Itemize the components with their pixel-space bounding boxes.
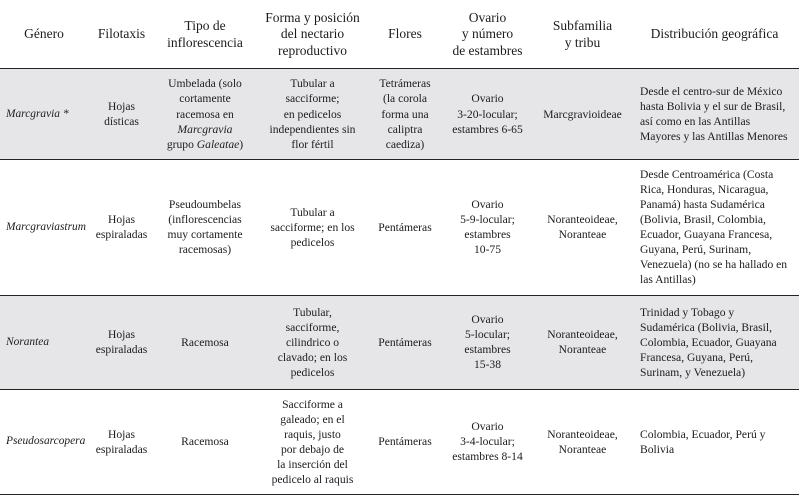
- cell-ovario: Ovario 5-locular; estambres 15-38: [440, 295, 535, 389]
- cell-inflorescencia: Racemosa: [155, 295, 255, 389]
- cell-flores: Pentámeras: [370, 295, 440, 389]
- column-header-inflorescencia: [155, 0, 255, 69]
- header-text-filotaxis: Filotaxis: [97, 26, 146, 42]
- cell-inflorescencia: [155, 69, 255, 159]
- table-body: [0, 69, 799, 495]
- cell-subfamilia: Noranteoideae, Noranteae: [535, 295, 630, 389]
- cell-filotaxis: Hojas espiraladas: [88, 159, 155, 295]
- cell-flores: Tetrámeras (la corola forma una caliptra caediza): [370, 69, 440, 159]
- cell-distribucion: Desde el centro-sur de México hasta Bolivia y el sur de Brasil, así como en las Antillas Mayores y las Antillas Menores: [630, 69, 799, 159]
- inflorescencia-post: ): [239, 137, 244, 151]
- cell-flores: Pentámeras: [370, 159, 440, 295]
- column-header-ovario: [440, 0, 535, 69]
- cell-ovario: Ovario 5-9-locular; estambres 10-75: [440, 159, 535, 295]
- cell-nectario: Tubular a sacciforme; en pedicelos independientes sin flor fértil: [255, 69, 370, 159]
- table-row: [0, 389, 799, 494]
- column-header-genero: [0, 0, 88, 69]
- cell-distribucion: Trinidad y Tobago y Sudamérica (Bolivia, Brasil, Colombia, Ecuador, Guayana Francesa, Guyana, Perú, Surinam, y Venezuela): [630, 295, 799, 389]
- cell-ovario: Ovario 3-4-locular; estambres 8-14: [440, 389, 535, 494]
- table-row: [0, 69, 799, 159]
- cell-subfamilia: Marcgravioideae: [535, 69, 630, 159]
- cell-distribucion: Colombia, Ecuador, Perú y Bolivia: [630, 389, 799, 494]
- cell-ovario: Ovario 3-20-locular; estambres 6-65: [440, 69, 535, 159]
- cell-subfamilia: Noranteoideae, Noranteae: [535, 159, 630, 295]
- cell-genero: Marcgravia *: [0, 69, 88, 159]
- cell-distribucion: Desde Centroamérica (Costa Rica, Honduras, Nicaragua, Panamá) hasta Sudamérica (Bolivia, Brasil, Colombia, Ecuador, Guayana Francesa, Guyana, Perú, Surinam, Venezuela) (no se ha hallado en las Antillas): [630, 159, 799, 295]
- header-text-subfamilia: Subfamilia y tribu: [552, 18, 613, 50]
- cell-nectario: Sacciforme a galeado; en el raquis, justo por debajo de la inserción del pedicelo al raquis: [255, 389, 370, 494]
- cell-filotaxis: Hojas espiraladas: [88, 389, 155, 494]
- header-text-distribucion: Distribución geográfica: [650, 26, 779, 42]
- header-row: [0, 0, 799, 69]
- cell-genero: Norantea: [0, 295, 88, 389]
- cell-filotaxis: Hojas espiraladas: [88, 295, 155, 389]
- cell-nectario: Tubular, sacciforme, cilindrico o clavado; en los pedicelos: [255, 295, 370, 389]
- column-header-distribucion: [630, 0, 799, 69]
- inflorescencia-pre: Umbelada (solo cortamente racemosa en: [168, 77, 242, 121]
- inflorescencia-mid: grupo: [166, 137, 197, 151]
- header-text-genero: Género: [24, 26, 64, 42]
- table-row: [0, 295, 799, 389]
- cell-inflorescencia: Racemosa: [155, 389, 255, 494]
- cell-inflorescencia: Pseudoumbelas (inflorescencias muy cortamente racemosas): [155, 159, 255, 295]
- column-header-subfamilia: [535, 0, 630, 69]
- header-text-ovario: Ovario y número de estambres: [452, 10, 523, 58]
- inflorescencia-genus-italic: Marcgravia: [177, 122, 233, 136]
- inflorescencia-group-italic: Galeatae: [196, 137, 240, 151]
- cell-genero: Pseudosarcopera: [0, 389, 88, 494]
- cell-genero: Marcgraviastrum: [0, 159, 88, 295]
- cell-subfamilia: Noranteoideae, Noranteae: [535, 389, 630, 494]
- header-text-nectario: Forma y posición del nectario reproductivo: [265, 10, 360, 58]
- table-header: [0, 0, 799, 69]
- header-text-inflorescencia: Tipo de inflorescencia: [167, 18, 243, 50]
- cell-nectario: Tubular a sacciforme; en los pedicelos: [255, 159, 370, 295]
- column-header-flores: [370, 0, 440, 69]
- cell-filotaxis: Hojas dísticas: [88, 69, 155, 159]
- column-header-filotaxis: [88, 0, 155, 69]
- column-header-nectario: [255, 0, 370, 69]
- table-row: [0, 159, 799, 295]
- cell-flores: Pentámeras: [370, 389, 440, 494]
- header-text-flores: Flores: [388, 26, 422, 42]
